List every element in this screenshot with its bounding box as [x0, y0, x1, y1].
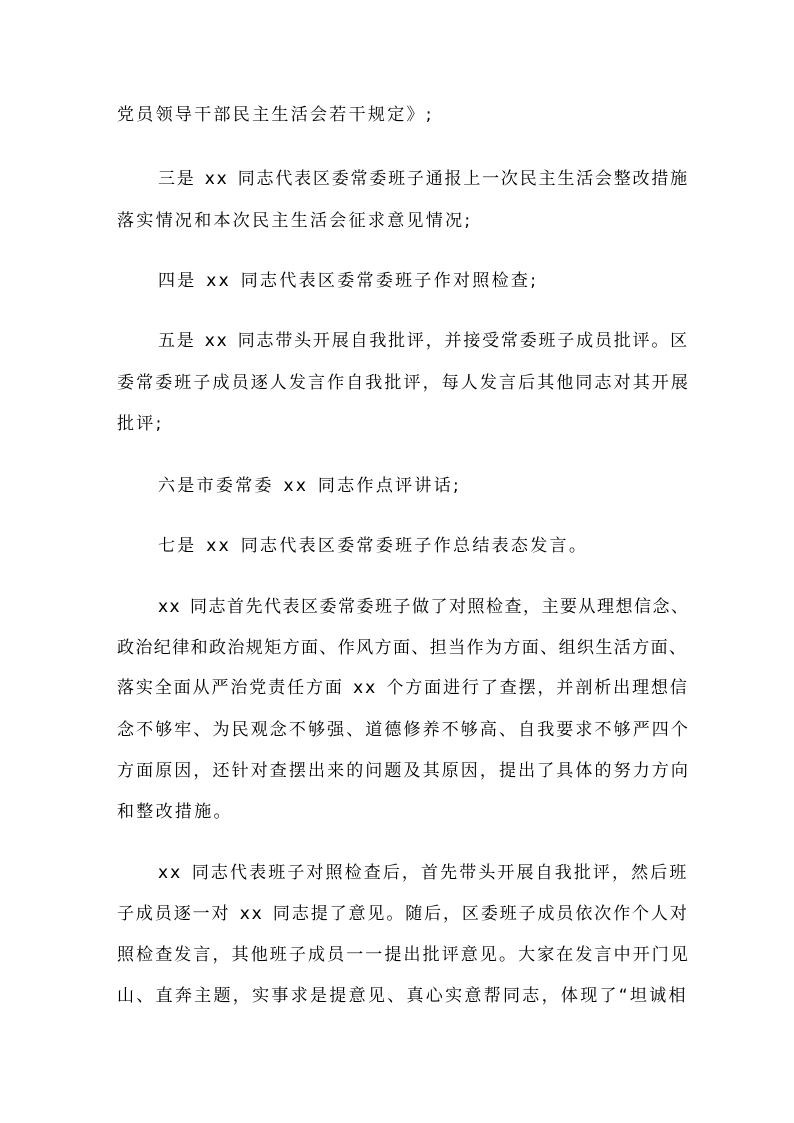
text-line: 政治纪律和政治规矩方面、作风方面、担当作为方面、组织生活方面、 [117, 638, 688, 658]
text-line: 四是 xx 同志代表区委常委班子作对照检查; [158, 271, 539, 291]
text-line: 子成员逐一对 xx 同志提了意见。随后，区委班子成员依次作个人对 [117, 904, 689, 924]
text-line: 方面原因，还针对查摆出来的问题及其原因，提出了具体的努力方向 [117, 761, 690, 781]
text-line: 党员领导干部民主生活会若干规定》; [117, 105, 434, 125]
text-line: 山、直奔主题，实事求是提意见、真心实意帮同志，体现了“坦诚相 [117, 986, 688, 1006]
text-line: 和整改措施。 [117, 802, 233, 822]
text-line: 三是 xx 同志代表区委常委班子通报上一次民主生活会整改措施 [158, 169, 689, 189]
text-line: xx 同志首先代表区委常委班子做了对照检查，主要从理想信念、 [158, 597, 690, 617]
text-line: 七是 xx 同志代表区委常委班子作总结表态发言。 [158, 536, 589, 556]
text-line: xx 同志代表班子对照检查后，首先带头开展自我批评，然后班 [158, 863, 689, 883]
text-line: 五是 xx 同志带头开展自我批评，并接受常委班子成员批评。区 [158, 331, 689, 351]
text-line: 照检查发言，其他班子成员一一提出批评意见。大家在发言中开门见 [117, 945, 690, 965]
text-line: 落实全面从严治党责任方面 xx 个方面进行了查摆，并剖析出理想信 [117, 678, 689, 698]
text-line: 六是市委常委 xx 同志作点评讲话; [158, 476, 462, 496]
text-line: 委常委班子成员逐人发言作自我批评，每人发言后其他同志对其开展 [117, 373, 690, 393]
text-line: 批评; [117, 414, 164, 434]
text-line: 落实情况和本次民主生活会征求意见情况; [117, 211, 473, 231]
text-line: 念不够牢、为民观念不够强、道德修养不够高、自我要求不够严四个 [117, 720, 690, 740]
